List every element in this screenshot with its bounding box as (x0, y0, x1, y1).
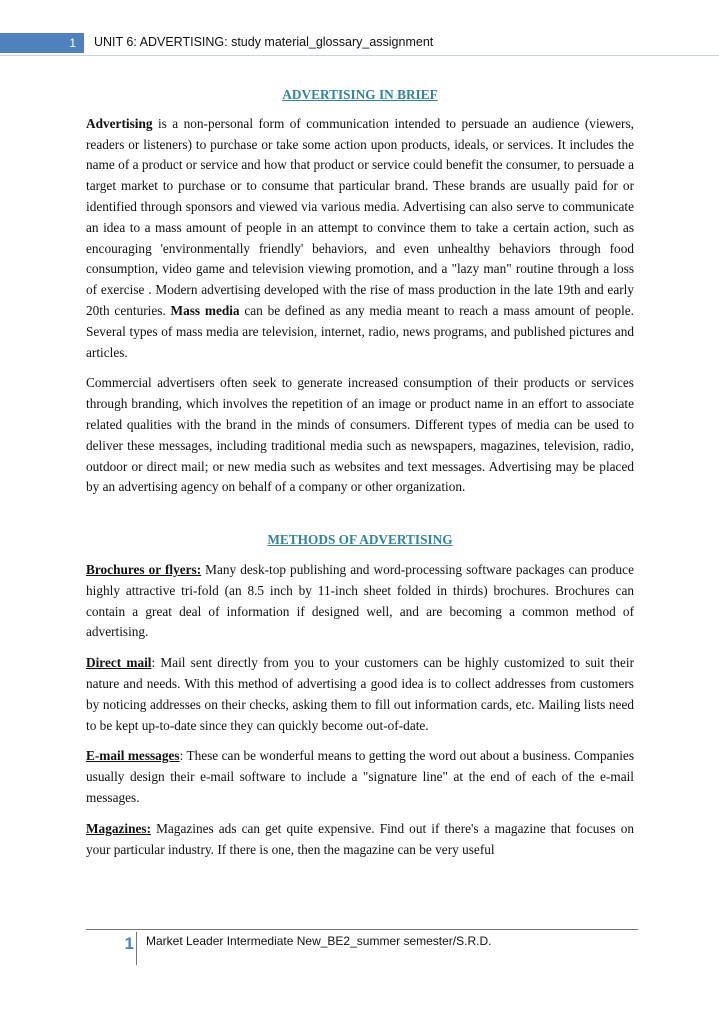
header-page-number: 1 (0, 33, 84, 53)
method-item-direct-mail (86, 653, 634, 736)
header-title: UNIT 6: ADVERTISING: study material_glossary_assignment (94, 35, 434, 49)
method-item-brochures (86, 560, 634, 643)
page-header (0, 33, 719, 56)
paragraph-text: can be defined as any media meant to reach a mass amount of people. Several types of mass media are television, internet, radio, news programs, and published pictures and articles. (86, 302, 635, 360)
document-body (86, 85, 634, 870)
term-email-messages: E-mail messages (86, 748, 180, 764)
page-footer (86, 929, 638, 966)
term-magazines: Magazines: (86, 820, 151, 836)
method-item-magazines (86, 819, 634, 861)
section-heading-methods-of-advertising: METHODS OF ADVERTISING (267, 532, 453, 548)
section-heading-advertising-in-brief: ADVERTISING IN BRIEF (282, 87, 438, 102)
term-brochures: Brochures or flyers: (86, 561, 202, 577)
method-text: : These can be wonderful means to getting the word out about a business. Companies usually design their e-mail software to include a "signature line" at the end of each of the e-mail messages. (86, 748, 634, 805)
term-advertising: Advertising (86, 115, 153, 131)
method-text: Many desk-top publishing and word-processing software packages can produce highly attractive tri-fold (an 8.5 inch by 11-inch sheet folded in thirds) brochures. Brochures can contain a great deal of information if designed well, and are becoming a common method of advertising. (86, 561, 634, 640)
paragraph-advertising-definition (86, 114, 634, 364)
footer-page-number: 1 (124, 934, 134, 953)
term-mass-media: Mass media (170, 302, 240, 318)
method-text: : Mail sent directly from you to your customers can be highly customized to suit their nature and needs. With this method of advertising a good idea is to collect addresses from customers by noticing addresses on their checks, asking them to fill out information cards, etc. Mailing lists need to be kept up-to-date since they can quickly become out-of-date. (86, 655, 634, 733)
footer-text: Market Leader Intermediate New_BE2_summer semester/S.R.D. (146, 934, 492, 948)
method-item-email (86, 746, 634, 808)
term-direct-mail: Direct mail (86, 655, 152, 671)
paragraph-text: is a non-personal form of communication intended to persuade an audience (viewers, readers or listeners) to purchase or take some action upon products, ideals, or services. It includes the name of a product or service and how that product or service could benefit the consumer, to persuade a target market to purchase or to consume that particular brand. These brands are usually paid for or identified through sponsors and viewed via various media. Advertising can also serve to communicate an idea to a mass amount of people in an attempt to convince them to take a certain action, such as encouraging 'environmentally friendly' behaviors, and even unhealthy behaviors through food consumption, video game and television viewing promotion, and a "lazy man" routine through a loss of exercise . Modern advertising developed with the rise of mass production in the late 19th and early 20th centuries. (86, 115, 634, 318)
footer-divider (136, 932, 137, 965)
paragraph-commercial-advertisers: Commercial advertisers often seek to generate increased consumption of their products or services through branding, which involves the repetition of an image or product name in an effort to associate related qualities with the brand in the minds of consumers. Different types of media can be used to deliver these messages, including traditional media such as newspapers, magazines, television, radio, outdoor or direct mail; or new media such as websites and text messages. Advertising may be placed by an advertising agency on behalf of a company or other organization. (86, 375, 634, 495)
method-text: Magazines ads can get quite expensive. Find out if there's a magazine that focuses on your particular industry. If there is one, then the magazine can be very useful (86, 820, 634, 857)
